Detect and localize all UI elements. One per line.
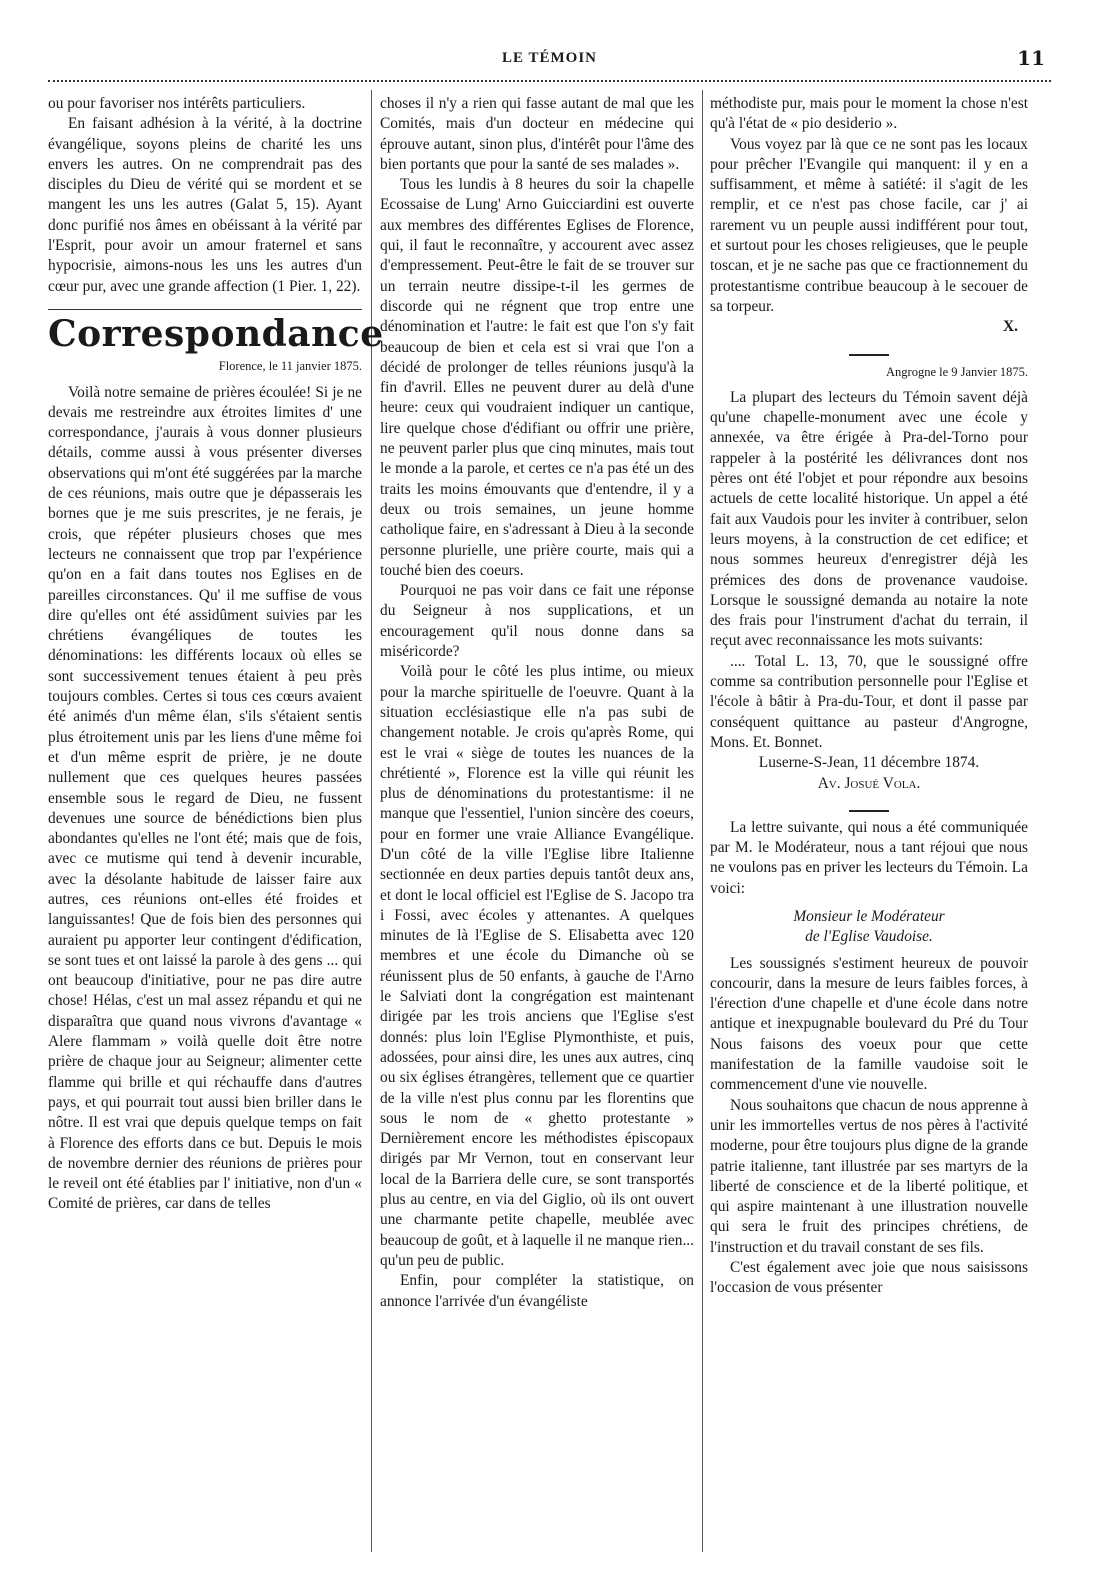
paragraph: Enfin, pour compléter la statistique, on annonce l'arrivée d'un évangéliste (380, 1272, 694, 1310)
signature-x: X. (1003, 318, 1018, 336)
place-date: Luserne-S-Jean, 11 décembre 1874. (758, 754, 980, 772)
column-1 (48, 94, 384, 1215)
paragraph: Nous souhaitons que chacun de nous apprenne à unir les immortelles vertus de nos pères à l'activité moderne, pour être toujours plus digne de la grande patrie italienne, tant illustrée par ses martyrs de la liberté de conscience et de la liberté politique, et qui aspire maintenant à une illustration nouvelle qui sera le fruit des principes chrétiens, de l'instruction et du travail constant de ses fils. (710, 1096, 1028, 1256)
running-title: LE TÉMOIN (502, 50, 597, 66)
short-rule (849, 354, 889, 356)
page-number: 11 (1017, 46, 1045, 70)
paragraph: méthodiste pur, mais pour le moment la chose n'est qu'à l'état de « pio desiderio ». (710, 95, 1028, 133)
header-rule (48, 80, 1051, 82)
address-line: Monsieur le Modérateur (793, 907, 945, 925)
dateline: Angrogne le 9 Janvier 1875. (886, 364, 1028, 379)
paragraph: Les soussignés s'estiment heureux de pouvoir concourir, dans la mesure de leurs faibles forces, à l'érection d'une chapelle et d'une école dans notre antique et inexpugnable boulevard du Pré du Tour Nous faisons des voeux pour que cette manifestation de la famille vaudoise soit le commencement d'une vie nouvelle. (710, 954, 1028, 1094)
section-separator (48, 309, 362, 310)
paragraph: Pourquoi ne pas voir dans ce fait une réponse du Seigneur à nos supplications, et un encouragement qu'il nous donne dans sa miséricorde? (380, 582, 694, 661)
address-line: de l'Eglise Vaudoise. (805, 928, 933, 946)
dateline: Florence, le 11 janvier 1875. (218, 359, 362, 374)
column-3 (710, 94, 1028, 1299)
paragraph: La lettre suivante, qui nous a été communiquée par M. le Modérateur, nous a tant réjoui que nous ne voulons pas en priver les lecteurs du Témoin. La voici: (710, 818, 1028, 897)
paragraph: C'est également avec joie que nous saisissons l'occasion de vous présenter (710, 1259, 1028, 1297)
paragraph: .... Total L. 13, 70, que le soussigné offre comme sa contribution personnelle pour l'Eglise et l'école à bâtir à Pra-du-Tour, et dont il passe par conséquent quittance au pasteur d'Angrogne, Mons. Et. Bonnet. (710, 652, 1028, 751)
paragraph: En faisant adhésion à la vérité, à la doctrine évangélique, soyons pleins de charité les uns envers les autres. On ne comprendrait pas des disciples du Dieu de vérité qui se mordent et se mangent les uns les autres (Galat 5, 15). Ayant donc purifié nos âmes en obéissant à la vérité par l'Esprit, pour avoir un amour fraternel et sans hypocrisie, aimons-nous les uns les autres d'un cœur pur, avec une grande affection (1 Pier. 1, 22). (48, 115, 362, 295)
paragraph: choses il n'y a rien qui fasse autant de mal que les Comités, mais d'un docteur en médecine qui éprouve autant, sinon plus, d'intérêt pour l'âme des bien portants que pour la santé de ses malades ». (380, 95, 694, 173)
paragraph: Voilà notre semaine de prières écoulée! Si je ne devais me restreindre aux étroites limites d' une correspondance, j'aurais à vous donner plusieurs détails, comme aussi à vous présenter diverses observations qui m'ont été suggérées par la marche de ces réunions, mais outre que je dépasserais les bornes que je me suis prescrites, je ne ferais, je crois, que répéter plusieurs choses que mes lecteurs ne connaissent que trop par l'expérience qu'on en a fait dans toutes nos Eglises en de pareilles circonstances. Qu' il me suffise de vous dire qu'elles ont été assidûment suivies par les chrétiens évangéliques de toutes les dénominations: les différents locaux où elles se sont successivement tenues étaient à peu près toujours combles. Certes si tous ces cœurs avaient été animés d'un même élan, s'ils s'étaient sentis plus étroitement unis par les liens d'une même foi et d'un même esprit de prière, je ne doute nullement que ces quelques heures passées ensemble sous le regard de Dieu, ne fussent devenues une source de bénédictions bien plus abondantes qu'elles ne l'ont été; mais que de fois, avec ce mutisme qui tend à devenir incurable, avec la désolante habitude de laisser faire aux autres, ces réunions ont-elles été froides et languissantes! Que de fois bien des personnes qui auraient pu apporter leur contingent d'édification, se sont tues et ont laissé la parole à des gens ... qui ont beaucoup d'initiative, pour ne pas dire autre chose! Hélas, c'est un mal assez répandu et qui ne disparaîtra que quand nous vivrons d'avantage « Alere flammam » voilà quelle doit être notre prière de chaque jour au Seigneur; alimenter cette flamme qui brille et qui réchauffe dans d'autres pays, et qui pourrait tout aussi bien briller dans le nôtre. Il est vrai que depuis quelque temps on fait à Florence des efforts dans ce but. Depuis le mois de novembre dernier des réunions de prières pour le reveil ont été établies par l' initiative, non d'un « Comité de prières, car dans de telles (48, 383, 362, 1213)
column-2 (380, 94, 694, 1312)
section-title: Correspondance (48, 312, 384, 355)
paragraph: ou pour favoriser nos intérêts particuliers. (48, 95, 306, 112)
short-rule (849, 810, 889, 812)
paragraph: Voilà pour le côté les plus intime, ou mieux pour la marche spirituelle de l'oeuvre. Quant à la situation ecclésiastique elle n'a pas subi de changement notable. Je crois qu'après Rome, qui est le vrai « siège de toutes les nuances de la chrétienté », Florence est la ville qui réunit les plus de dénominations du protestantisme: il ne manque que l'essentiel, l'union sincère des coeurs, pour en former une vraie Alliance Evangélique. D'un côté de la ville l'Eglise libre Italienne sectionnée en deux parties depuis tantôt deux ans, et dont le local officiel est l'Eglise de S. Jacopo tra i Fossi, avec écoles y attenantes. A quelques minutes de là l'Eglise de S. Elisabetta avec 120 membres et une école du Dimanche où se réunissent plus de 50 enfants, à gauche de l'Arno le Salviati dont la congrégation est maintenant dirigée par les trois anciens que l'Eglise s'est donnés: plus loin l'Eglise Plymonthiste, et puis, adossées, pour ainsi dire, les unes aux autres, cinq ou six églises étrangères, tellement que ce quartier de la ville n'est plus connu par les florentins que sous le nom de « ghetto protestante » Dernièrement encore les méthodistes épiscopaux dirigés par Mr Vernon, tout en conservant leur local de la Barriera delle cure, se sont transportés plus au centre, en via del Giglio, où ils ont ouvert une charmante petite chapelle, meublée avec beaucoup de goût, et à laquelle il ne manque rien... qu'un peu de public. (380, 663, 694, 1269)
column-divider (371, 90, 372, 1552)
paragraph: La plupart des lecteurs du Témoin savent déjà qu'une chapelle-monument avec une école y annexée, va être érigée à Pra-del-Torno pour rappeler à la postérité les délivrances dont nos pères ont été l'objet et pour répondre aux besoins actuels de cette localité historique. Un appel a été fait aux Vaudois pour les inviter à contribuer, selon leurs moyens, à la construction de cet edifice; et nous sommes heureux d'enregistrer déjà les prémices des dons de provenance vaudoise. Lorsque le soussigné demanda au notaire la note des frais pour l'instrument d'achat du terrain, il reçut avec reconnaissance les mots suivants: (710, 388, 1028, 650)
column-divider (702, 90, 703, 1552)
signature-name: Av. Josué Vola. (817, 774, 921, 792)
paragraph: Vous voyez par là que ce ne sont pas les locaux pour prêcher l'Evangile qui manquent: il y en a suffisamment, et même à satiété: il s'agit de les remplir, et ce n'est pas chose facile, car j' ai rarement vu un peuple aussi indifférent pour tout, et surtout pour les choses religieuses, que le peuple toscan, et je ne sache pas que ce fractionnement du protestantisme contribue beaucoup à le secouer de sa torpeur. (710, 135, 1028, 315)
page-header (48, 46, 1051, 70)
paragraph: Tous les lundis à 8 heures du soir la chapelle Ecossaise de Lung' Arno Guicciardini est ouverte aux membres des différentes Eglises de Florence, qui, il faut le reconnaître, y accourent avec assez d'empressement. Peut-être le fait de se trouver sur un terrain neutre dissipe-t-il les germes de discorde qui ne régnent que trop entre une dénomination et l'autre: le fait est que l'on s'y fait beaucoup de bien et cela est si vrai que l'on a décidé de prolonger de telles réunions jusqu'à la fin d'avril. Elles ne peuvent durer au delà d'une heure: ceux qui voudraient indiquer un cantique, lire quelque chose d'édifiant ou offrir une prière, ne peuvent parler plus que cinq minutes, mais tout le monde a la parole, et certes ce n'a pas été un des traits les moins émouvants que d'entendre, il y a deux ou trois semaines, un jeune homme catholique faire, en s'adressant à Dieu à la seconde personne plurielle, une prière courte, mais qui a touché bien des coeurs. (380, 176, 694, 579)
